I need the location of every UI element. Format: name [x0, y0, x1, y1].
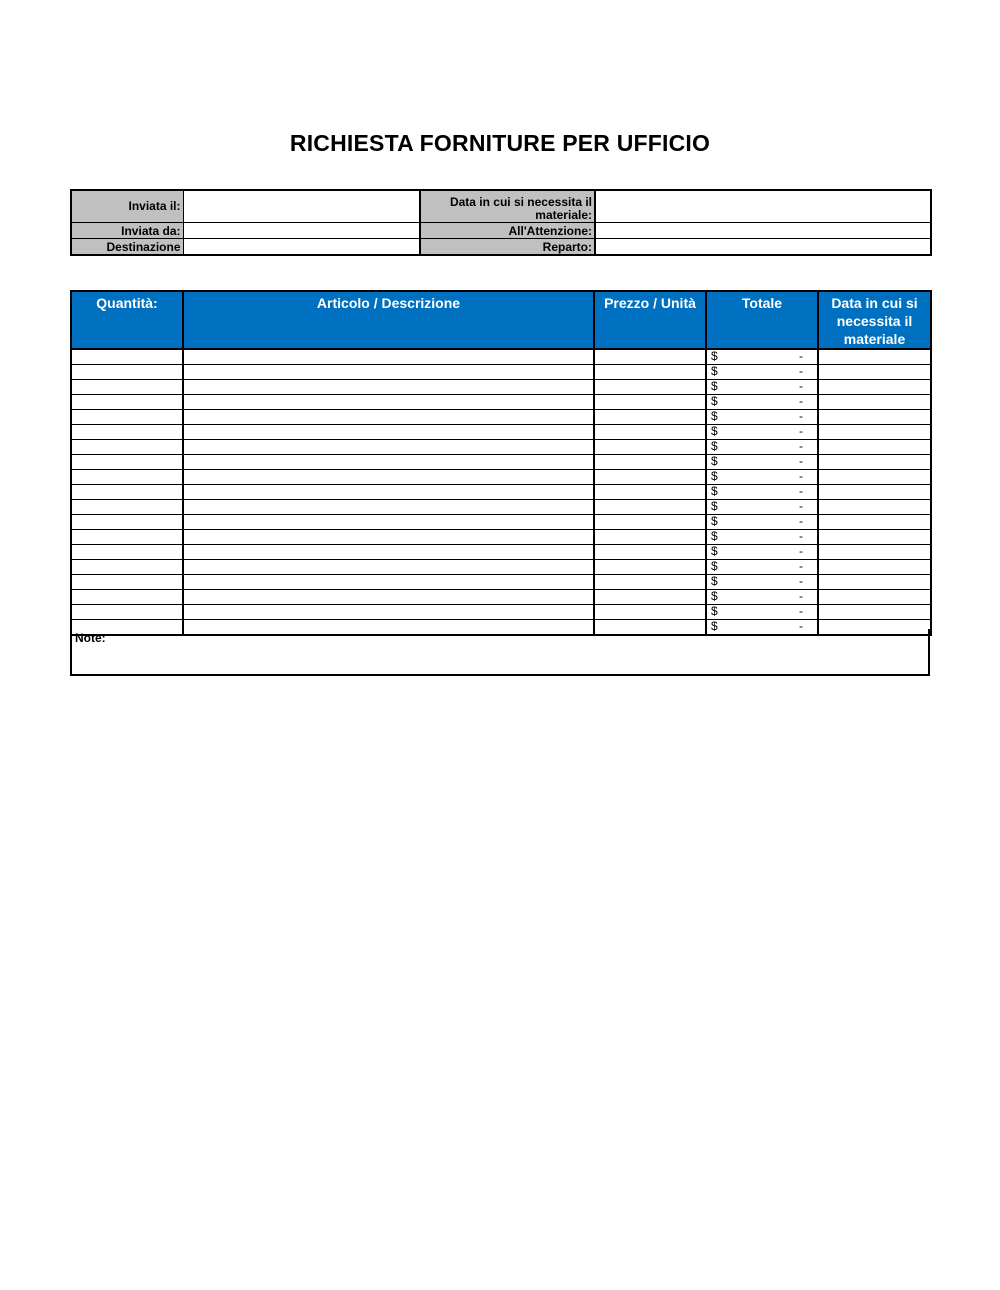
total-value: -: [799, 484, 803, 498]
description-cell[interactable]: [183, 545, 594, 560]
total-value: -: [799, 604, 803, 618]
total-cell[interactable]: [706, 380, 818, 395]
total-value: -: [799, 424, 803, 438]
date-needed-cell[interactable]: [818, 545, 931, 560]
description-cell[interactable]: [183, 530, 594, 545]
unit-price-cell[interactable]: [594, 470, 706, 485]
currency-symbol: $: [711, 484, 718, 498]
total-cell[interactable]: [706, 515, 818, 530]
date-needed-field[interactable]: [595, 190, 931, 223]
description-cell[interactable]: [183, 425, 594, 440]
table-row: [71, 545, 931, 560]
quantity-cell[interactable]: [71, 560, 183, 575]
quantity-cell[interactable]: [71, 425, 183, 440]
currency-symbol: $: [711, 559, 718, 573]
quantity-cell[interactable]: [71, 545, 183, 560]
attention-label: All'Attenzione:: [420, 223, 595, 239]
request-info-table: [70, 189, 932, 256]
total-cell[interactable]: [706, 560, 818, 575]
header-description: Articolo / Descrizione: [183, 291, 594, 349]
currency-symbol: $: [711, 439, 718, 453]
currency-symbol: $: [711, 394, 718, 408]
table-row: [71, 349, 931, 365]
sent-by-field[interactable]: [183, 223, 420, 239]
table-row: [71, 560, 931, 575]
quantity-cell[interactable]: [71, 500, 183, 515]
table-row: [71, 500, 931, 515]
unit-price-cell[interactable]: [594, 545, 706, 560]
currency-symbol: $: [711, 349, 718, 363]
unit-price-cell[interactable]: [594, 365, 706, 380]
total-value: -: [799, 409, 803, 423]
description-cell[interactable]: [183, 485, 594, 500]
total-value: -: [799, 499, 803, 513]
date-needed-cell[interactable]: [818, 395, 931, 410]
currency-symbol: $: [711, 619, 718, 633]
description-cell[interactable]: [183, 590, 594, 605]
description-cell[interactable]: [183, 515, 594, 530]
total-cell[interactable]: [706, 455, 818, 470]
table-row: [71, 380, 931, 395]
currency-symbol: $: [711, 514, 718, 528]
sent-on-label: Inviata il:: [71, 190, 183, 223]
total-cell[interactable]: [706, 575, 818, 590]
total-value: -: [799, 589, 803, 603]
currency-symbol: $: [711, 364, 718, 378]
description-cell[interactable]: [183, 440, 594, 455]
description-cell[interactable]: [183, 455, 594, 470]
currency-symbol: $: [711, 424, 718, 438]
unit-price-cell[interactable]: [594, 515, 706, 530]
total-value: -: [799, 514, 803, 528]
description-cell[interactable]: [183, 605, 594, 620]
currency-symbol: $: [711, 499, 718, 513]
sent-by-label: Inviata da:: [71, 223, 183, 239]
table-row: [71, 470, 931, 485]
description-cell[interactable]: [183, 470, 594, 485]
header-unit-price: Prezzo / Unità: [594, 291, 706, 349]
date-needed-label: Data in cui si necessita il materiale:: [420, 190, 595, 223]
table-row: [71, 605, 931, 620]
quantity-cell[interactable]: [71, 470, 183, 485]
currency-symbol: $: [711, 454, 718, 468]
date-needed-cell[interactable]: [818, 425, 931, 440]
total-cell[interactable]: [706, 365, 818, 380]
total-value: -: [799, 559, 803, 573]
currency-symbol: $: [711, 544, 718, 558]
table-row: [71, 455, 931, 470]
total-cell[interactable]: [706, 500, 818, 515]
description-cell[interactable]: [183, 575, 594, 590]
total-cell[interactable]: [706, 485, 818, 500]
attention-field[interactable]: [595, 223, 931, 239]
currency-symbol: $: [711, 529, 718, 543]
quantity-cell[interactable]: [71, 530, 183, 545]
unit-price-cell[interactable]: [594, 410, 706, 425]
total-value: -: [799, 379, 803, 393]
quantity-cell[interactable]: [71, 440, 183, 455]
currency-symbol: $: [711, 574, 718, 588]
total-cell[interactable]: [706, 410, 818, 425]
unit-price-cell[interactable]: [594, 425, 706, 440]
quantity-cell[interactable]: [71, 349, 183, 365]
total-cell[interactable]: [706, 590, 818, 605]
header-quantity: Quantità:: [71, 291, 183, 349]
total-cell[interactable]: [706, 530, 818, 545]
date-needed-cell[interactable]: [818, 500, 931, 515]
date-needed-cell[interactable]: [818, 605, 931, 620]
table-row: [71, 575, 931, 590]
quantity-cell[interactable]: [71, 380, 183, 395]
table-row: [71, 395, 931, 410]
date-needed-cell[interactable]: [818, 365, 931, 380]
quantity-cell[interactable]: [71, 575, 183, 590]
header-date-needed: Data in cui si necessita il materiale: [818, 291, 931, 349]
total-value: -: [799, 394, 803, 408]
unit-price-cell[interactable]: [594, 575, 706, 590]
destination-field[interactable]: [183, 239, 420, 256]
total-value: -: [799, 574, 803, 588]
total-cell[interactable]: [706, 425, 818, 440]
quantity-cell[interactable]: [71, 605, 183, 620]
quantity-cell[interactable]: [71, 365, 183, 380]
table-row: [71, 440, 931, 455]
description-cell[interactable]: [183, 410, 594, 425]
total-cell[interactable]: [706, 545, 818, 560]
unit-price-cell[interactable]: [594, 530, 706, 545]
date-needed-cell[interactable]: [818, 575, 931, 590]
date-needed-cell[interactable]: [818, 455, 931, 470]
table-row: [71, 530, 931, 545]
items-table: [70, 290, 932, 636]
total-value: -: [799, 364, 803, 378]
date-needed-cell[interactable]: [818, 410, 931, 425]
unit-price-cell[interactable]: [594, 560, 706, 575]
unit-price-cell[interactable]: [594, 590, 706, 605]
total-cell[interactable]: [706, 395, 818, 410]
currency-symbol: $: [711, 604, 718, 618]
unit-price-cell[interactable]: [594, 455, 706, 470]
total-value: -: [799, 349, 803, 363]
department-field[interactable]: [595, 239, 931, 256]
department-label: Reparto:: [420, 239, 595, 256]
total-value: -: [799, 619, 803, 633]
date-needed-cell[interactable]: [818, 470, 931, 485]
description-cell[interactable]: [183, 395, 594, 410]
total-value: -: [799, 454, 803, 468]
total-cell[interactable]: [706, 349, 818, 365]
date-needed-cell[interactable]: [818, 349, 931, 365]
notes-label: Note:: [75, 631, 106, 645]
date-needed-cell[interactable]: [818, 590, 931, 605]
description-cell[interactable]: [183, 349, 594, 365]
notes-box[interactable]: [70, 629, 930, 676]
date-needed-cell[interactable]: [818, 560, 931, 575]
table-row: [71, 410, 931, 425]
currency-symbol: $: [711, 379, 718, 393]
table-row: [71, 425, 931, 440]
date-needed-cell[interactable]: [818, 515, 931, 530]
table-row: [71, 590, 931, 605]
table-row: [71, 515, 931, 530]
total-value: -: [799, 544, 803, 558]
unit-price-cell[interactable]: [594, 440, 706, 455]
quantity-cell[interactable]: [71, 515, 183, 530]
total-value: -: [799, 439, 803, 453]
currency-symbol: $: [711, 589, 718, 603]
date-needed-cell[interactable]: [818, 485, 931, 500]
unit-price-cell[interactable]: [594, 485, 706, 500]
sent-on-field[interactable]: [183, 190, 420, 223]
date-needed-cell[interactable]: [818, 380, 931, 395]
currency-symbol: $: [711, 409, 718, 423]
table-row: [71, 485, 931, 500]
currency-symbol: $: [711, 469, 718, 483]
description-cell[interactable]: [183, 365, 594, 380]
unit-price-cell[interactable]: [594, 349, 706, 365]
quantity-cell[interactable]: [71, 410, 183, 425]
page-title: RICHIESTA FORNITURE PER UFFICIO: [289, 130, 711, 156]
unit-price-cell[interactable]: [594, 605, 706, 620]
unit-price-cell[interactable]: [594, 380, 706, 395]
date-needed-cell[interactable]: [818, 530, 931, 545]
description-cell[interactable]: [183, 500, 594, 515]
quantity-cell[interactable]: [71, 455, 183, 470]
unit-price-cell[interactable]: [594, 500, 706, 515]
unit-price-cell[interactable]: [594, 395, 706, 410]
description-cell[interactable]: [183, 560, 594, 575]
destination-label: Destinazione: [71, 239, 183, 256]
quantity-cell[interactable]: [71, 395, 183, 410]
quantity-cell[interactable]: [71, 485, 183, 500]
total-value: -: [799, 529, 803, 543]
total-value: -: [799, 469, 803, 483]
total-cell[interactable]: [706, 470, 818, 485]
date-needed-cell[interactable]: [818, 440, 931, 455]
quantity-cell[interactable]: [71, 590, 183, 605]
total-cell[interactable]: [706, 605, 818, 620]
table-row: [71, 365, 931, 380]
header-total: Totale: [706, 291, 818, 349]
total-cell[interactable]: [706, 440, 818, 455]
description-cell[interactable]: [183, 380, 594, 395]
